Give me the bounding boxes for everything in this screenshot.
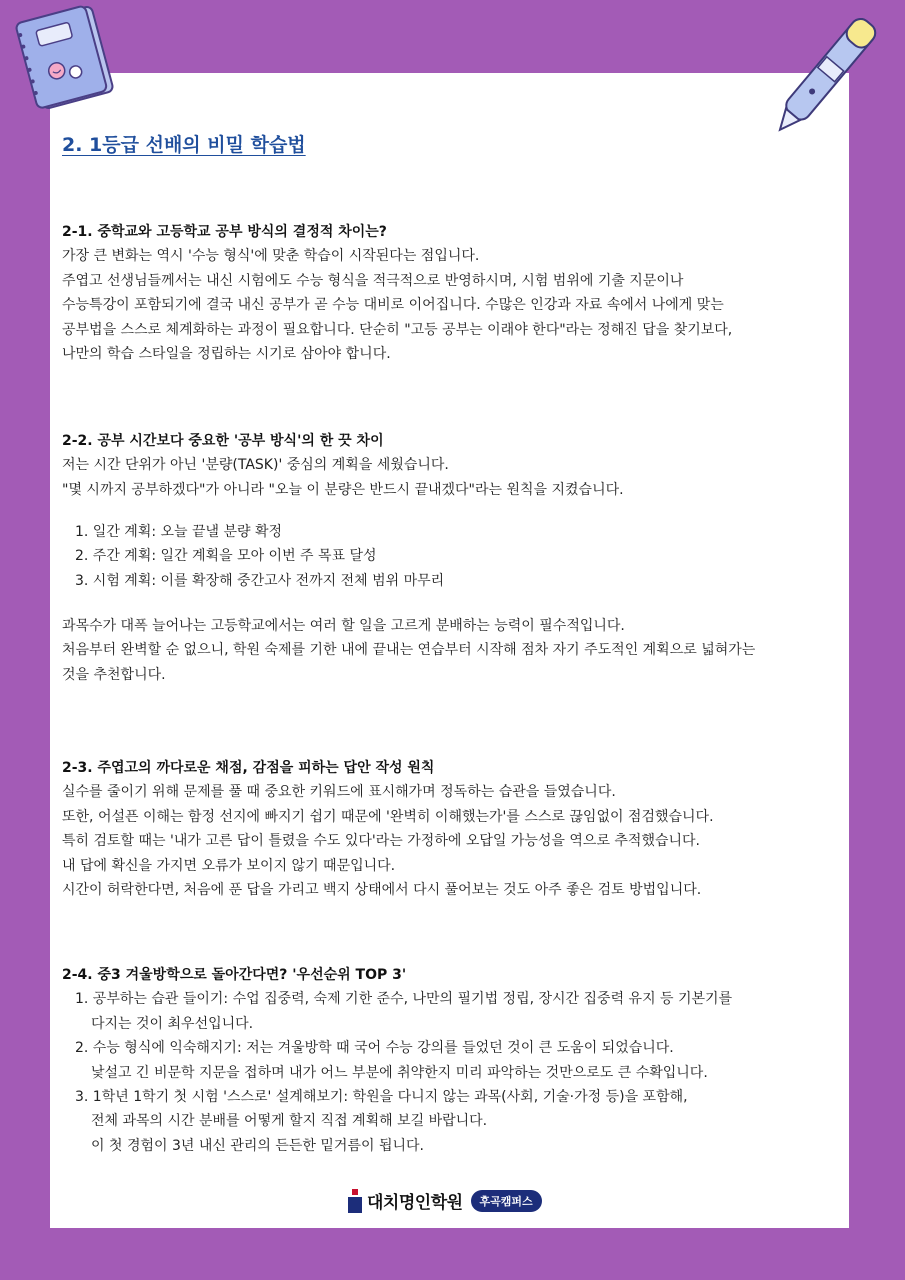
paragraph-line: 또한, 어설픈 이해는 함정 선지에 빠지기 쉽기 때문에 '완벽히 이해했는가'를 스스로 끊임없이 점검했습니다.	[62, 808, 714, 825]
list-item-continuation: 낯설고 긴 비문학 지문을 접하며 내가 어느 부분에 취약한지 미리 파악하는 것만으로도 큰 수확입니다.	[91, 1064, 708, 1081]
paragraph-line: 것을 추천합니다.	[62, 666, 166, 683]
paragraph-line: 주엽고 선생님들께서는 내신 시험에도 수능 형식을 적극적으로 반영하시며, 시험 범위에 기출 지문이나	[62, 272, 684, 289]
section-2-2	[62, 429, 842, 502]
campus-badge: 후곡캠퍼스	[471, 1190, 542, 1212]
list-item-continuation: 이 첫 경험이 3년 내신 관리의 든든한 밑거름이 됩니다.	[91, 1137, 424, 1154]
paragraph-line: 내 답에 확신을 가지면 오류가 보이지 않기 때문입니다.	[62, 857, 396, 874]
plan-list	[62, 520, 842, 593]
notebook-sticker-icon	[14, 4, 119, 114]
pen-sticker-icon	[760, 10, 885, 140]
paragraph-line: 가장 큰 변화는 역시 '수능 형식'에 맞춘 학습이 시작된다는 점입니다.	[62, 248, 480, 265]
section-2-3	[62, 756, 842, 902]
section-2-1	[62, 220, 842, 366]
list-item-continuation: 다지는 것이 최우선입니다.	[91, 1015, 254, 1032]
section-heading: 2-1. 중학교와 고등학교 공부 방식의 결정적 차이는?	[62, 224, 387, 240]
list-item: 3. 1학년 1학기 첫 시험 '스스로' 설계해보기: 학원을 다니지 않는 과목(사회, 기술·가정 등)을 포함해,	[75, 1089, 688, 1106]
paragraph-line: 공부법을 스스로 체계화하는 과정이 필요합니다. 단순히 "고등 공부는 이래야 한다"라는 정해진 답을 찾기보다,	[62, 321, 733, 338]
list-item-continuation: 전체 과목의 시간 분배를 어떻게 할지 직접 계획해 보길 바랍니다.	[91, 1113, 488, 1130]
list-item: 1. 일간 계획: 오늘 끝낼 분량 확정	[75, 524, 283, 540]
paragraph-line: 저는 시간 단위가 아닌 '분량(TASK)' 중심의 계획을 세웠습니다.	[62, 457, 449, 474]
section-heading: 2-4. 중3 겨울방학으로 돌아간다면? '우선순위 TOP 3'	[62, 967, 407, 983]
section-heading: 2-3. 주엽고의 까다로운 채점, 감점을 피하는 답안 작성 원칙	[62, 760, 435, 776]
paragraph-line: 과목수가 대폭 늘어나는 고등학교에서는 여러 할 일을 고르게 분배하는 능력이 필수적입니다.	[62, 618, 625, 634]
academy-logo	[348, 1188, 542, 1213]
paragraph-line: "몇 시까지 공부하겠다"가 아니라 "오늘 이 분량은 반드시 끝내겠다"라는 원칙을 지켰습니다.	[62, 481, 624, 498]
paragraph-line: 실수를 줄이기 위해 문제를 풀 때 중요한 키워드에 표시해가며 정독하는 습관을 들였습니다.	[62, 784, 616, 801]
paragraph-line: 특히 검토할 때는 '내가 고른 답이 틀렸을 수도 있다'라는 가정하에 오답일 가능성을 역으로 추적했습니다.	[62, 833, 701, 850]
paragraph-line: 수능특강이 포함되기에 결국 내신 공부가 곧 수능 대비로 이어집니다. 수많은 인강과 자료 속에서 나에게 맞는	[62, 297, 724, 314]
academy-name: 대치명인학원	[367, 1193, 463, 1213]
page-title: 2. 1등급 선배의 비밀 학습법	[62, 134, 306, 156]
list-item: 1. 공부하는 습관 들이기: 수업 집중력, 숙제 기한 준수, 나만의 필기법 정립, 장시간 집중력 유지 등 기본기를	[75, 991, 733, 1008]
paragraph-line: 처음부터 완벽할 순 없으니, 학원 숙제를 기한 내에 끝내는 연습부터 시작해 점차 자기 주도적인 계획으로 넓혀가는	[62, 642, 756, 659]
academy-logo-mark-icon	[348, 1189, 362, 1213]
section-heading: 2-2. 공부 시간보다 중요한 '공부 방식'의 한 끗 차이	[62, 433, 384, 449]
paragraph-line: 시간이 허락한다면, 처음에 푼 답을 가리고 백지 상태에서 다시 풀어보는 것도 아주 좋은 검토 방법입니다.	[62, 882, 702, 899]
paragraph-line: 나만의 학습 스타일을 정립하는 시기로 삼아야 합니다.	[62, 346, 391, 363]
section-2-4	[62, 963, 842, 1158]
section-2-2-closing	[62, 614, 842, 687]
list-item: 2. 주간 계획: 일간 계획을 모아 이번 주 목표 달성	[75, 548, 377, 565]
list-item: 3. 시험 계획: 이를 확장해 중간고사 전까지 전체 범위 마무리	[75, 572, 445, 589]
list-item: 2. 수능 형식에 익숙해지기: 저는 겨울방학 때 국어 수능 강의를 들었던 것이 큰 도움이 되었습니다.	[75, 1040, 674, 1057]
